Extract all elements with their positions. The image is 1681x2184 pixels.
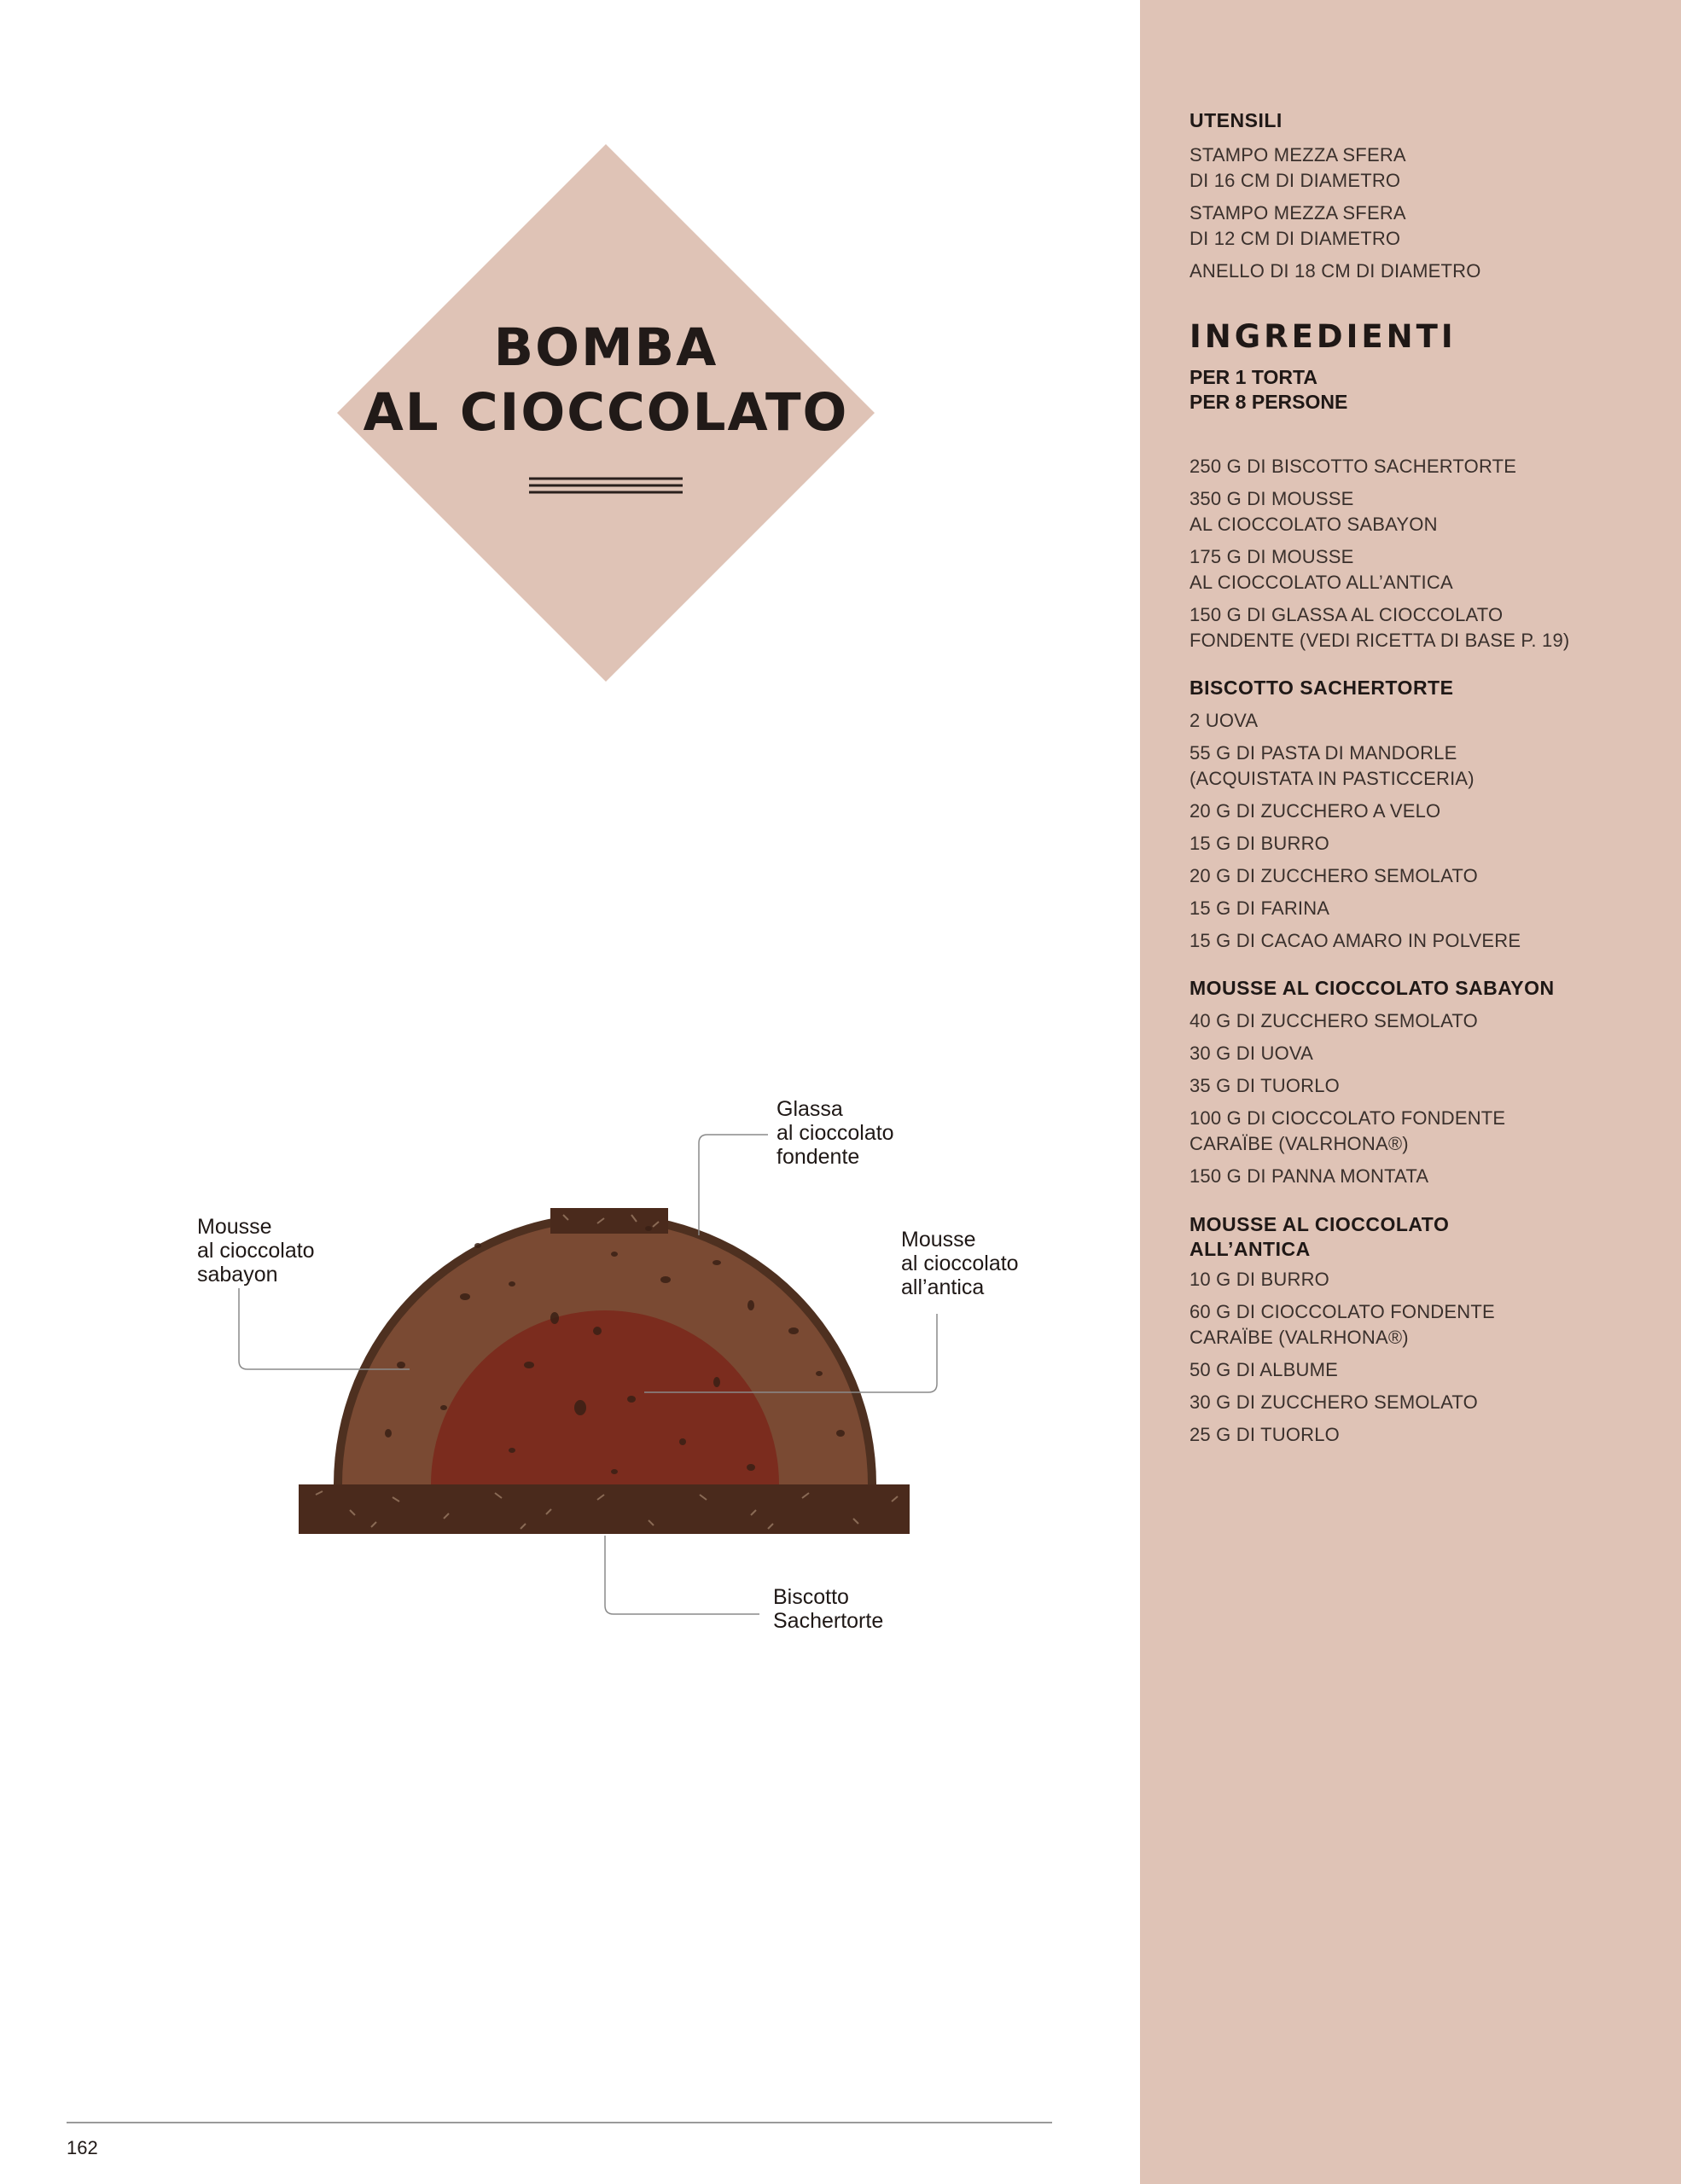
ingredient-item: 100 G DI CIOCCOLATO FONDENTE CARAÏBE (VALRHONA®) — [1189, 1107, 1506, 1154]
label-mousse-sabayon: Mousse al cioccolato sabayon — [197, 1215, 315, 1287]
ingredient-item: 20 G DI ZUCCHERO A VELO — [1189, 800, 1441, 822]
ingredient-item: 60 G DI CIOCCOLATO FONDENTE CARAÏBE (VALRHONA®) — [1189, 1301, 1495, 1348]
biscotto-list — [1189, 708, 1650, 954]
ingredient-item: 25 G DI TUORLO — [1189, 1424, 1340, 1445]
ingredient-item: 15 G DI BURRO — [1189, 833, 1329, 854]
ingredient-item: 30 G DI UOVA — [1189, 1043, 1314, 1064]
ingredient-item: 15 G DI CACAO AMARO IN POLVERE — [1189, 930, 1521, 951]
ingredient-item: 175 G DI MOUSSE AL CIOCCOLATO ALL’ANTICA — [1189, 546, 1453, 593]
label-biscotto: Biscotto Sachertorte — [773, 1585, 884, 1633]
page-number: 162 — [67, 2137, 98, 2158]
ingredient-item: 250 G DI BISCOTTO SACHERTORTE — [1189, 456, 1517, 477]
utensili-heading: UTENSILI — [1189, 109, 1283, 131]
ingredient-item: 50 G DI ALBUME — [1189, 1359, 1338, 1380]
biscotto-heading: BISCOTTO SACHERTORTE — [1189, 677, 1454, 699]
ingredient-item: 35 G DI TUORLO — [1189, 1075, 1340, 1096]
ingredienti-list — [1189, 454, 1650, 653]
serving-info: PER 1 TORTA PER 8 PERSONE — [1189, 366, 1348, 413]
biscuit-base — [299, 1484, 910, 1534]
ingredient-item: 150 G DI PANNA MONTATA — [1189, 1165, 1429, 1187]
sabayon-heading: MOUSSE AL CIOCCOLATO SABAYON — [1189, 977, 1555, 999]
ingredient-item: 20 G DI ZUCCHERO SEMOLATO — [1189, 865, 1478, 886]
ingredient-item: ANELLO DI 18 CM DI DIAMETRO — [1189, 260, 1481, 282]
label-glassa: Glassa al cioccolato fondente — [777, 1097, 894, 1169]
ingredient-item: STAMPO MEZZA SFERA DI 16 CM DI DIAMETRO — [1189, 144, 1406, 191]
footer-rule — [67, 2122, 1052, 2123]
antica-heading: MOUSSE AL CIOCCOLATO ALL’ANTICA — [1189, 1213, 1450, 1260]
label-mousse-antica: Mousse al cioccolato all’antica — [901, 1228, 1019, 1299]
sabayon-list — [1189, 1008, 1650, 1189]
ingredient-item: 2 UOVA — [1189, 710, 1259, 731]
ingredient-item: 150 G DI GLASSA AL CIOCCOLATO FONDENTE (VEDI RICETTA DI BASE P. 19) — [1189, 604, 1570, 651]
ingredient-item: 40 G DI ZUCCHERO SEMOLATO — [1189, 1010, 1478, 1031]
glassa-leader — [699, 1135, 768, 1235]
ingredient-item: 10 G DI BURRO — [1189, 1269, 1329, 1290]
ingredient-item: 15 G DI FARINA — [1189, 897, 1330, 919]
ingredients-sidebar — [1140, 0, 1681, 2184]
utensili-list — [1189, 142, 1650, 284]
antica-list — [1189, 1267, 1650, 1448]
ingredient-item: 30 G DI ZUCCHERO SEMOLATO — [1189, 1391, 1478, 1413]
recipe-title-line2: AL CIOCCOLATO — [363, 382, 849, 443]
ingredient-item: 350 G DI MOUSSE AL CIOCCOLATO SABAYON — [1189, 488, 1438, 535]
ingredient-item: 55 G DI PASTA DI MANDORLE (ACQUISTATA IN PASTICCERIA) — [1189, 742, 1475, 789]
ingredient-item: STAMPO MEZZA SFERA DI 12 CM DI DIAMETRO — [1189, 202, 1406, 249]
biscotto-leader — [605, 1536, 759, 1614]
ingredienti-heading: INGREDIENTI — [1189, 318, 1457, 355]
recipe-title-line1: BOMBA — [493, 317, 718, 378]
